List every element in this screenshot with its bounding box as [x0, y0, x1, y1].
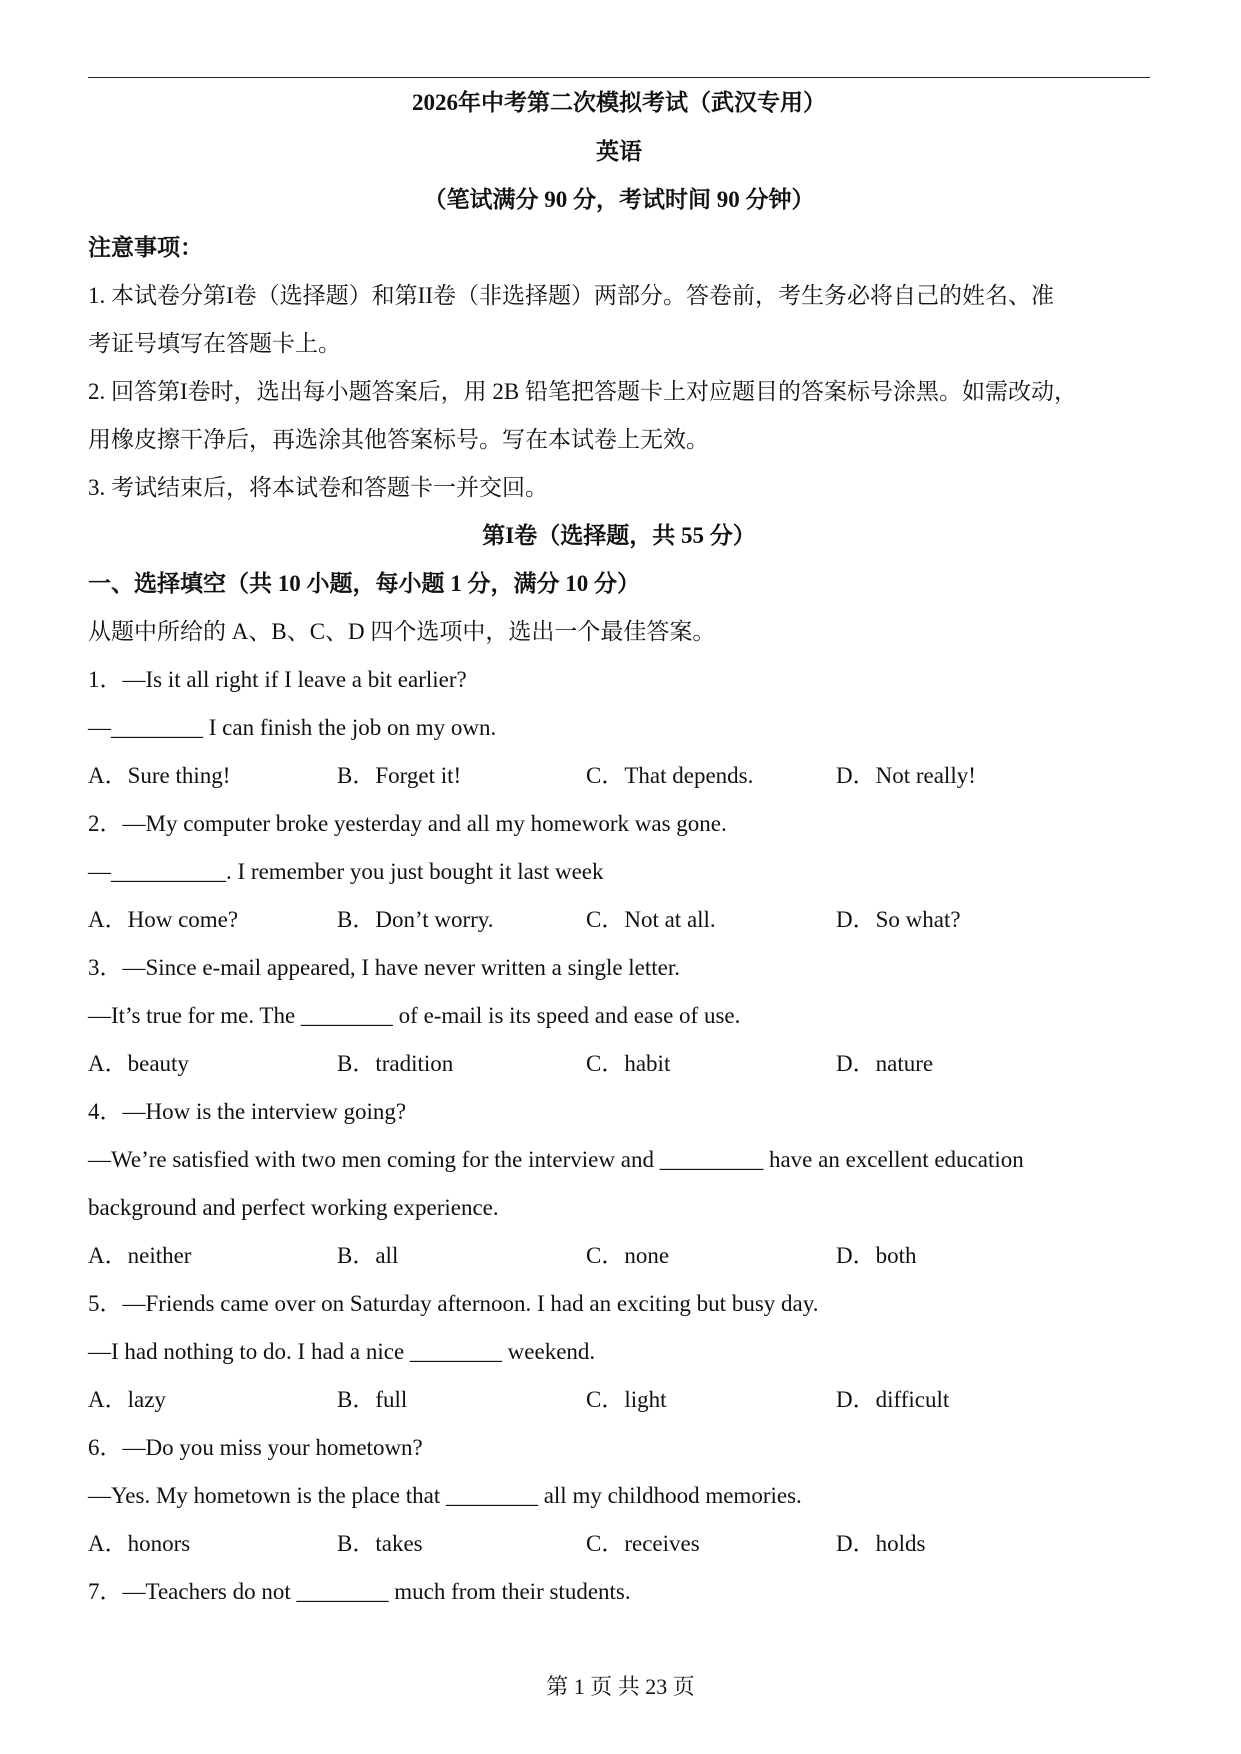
- question-stem: 1．—Is it all right if I leave a bit earlier?: [88, 667, 467, 692]
- option-d: D．nature: [836, 1051, 934, 1076]
- option-b: B．Don’t worry.: [337, 907, 494, 932]
- option-b: B．all: [337, 1243, 399, 1268]
- option-d: D．difficult: [836, 1387, 950, 1412]
- answer-options: [88, 1049, 1150, 1079]
- option-d: D．So what?: [836, 907, 961, 932]
- option-c: C．habit: [586, 1051, 671, 1076]
- scoring-info: （笔试满分 90 分，考试时间 90 分钟）: [423, 187, 815, 212]
- note-line: 2. 回答第I卷时，选出每小题答案后，用 2B 铅笔把答题卡上对应题目的答案标号涂黑。如需改动，: [88, 379, 1077, 404]
- option-d: D．Not really!: [836, 763, 976, 788]
- answer-options: [88, 1385, 1150, 1415]
- question-stem: —We’re satisfied with two men coming for the interview and _________ have an excellent education: [88, 1147, 1024, 1172]
- notes-heading: 注意事项：: [88, 235, 203, 260]
- option-c: C．light: [586, 1387, 667, 1412]
- question-stem: 2．—My computer broke yesterday and all my homework was gone.: [88, 811, 727, 836]
- answer-options: [88, 905, 1150, 935]
- question-stem: 6．—Do you miss your hometown?: [88, 1435, 423, 1460]
- top-rule: [88, 77, 1150, 78]
- option-b: B．Forget it!: [337, 763, 462, 788]
- option-a: A．How come?: [88, 907, 239, 932]
- option-a: A．lazy: [88, 1387, 166, 1412]
- part1-title: 第I卷（选择题，共 55 分）: [482, 523, 756, 548]
- option-b: B．full: [337, 1387, 408, 1412]
- note-line: 考证号填写在答题卡上。: [88, 331, 341, 356]
- option-c: C．That depends.: [586, 763, 754, 788]
- question-stem: background and perfect working experience.: [88, 1195, 499, 1220]
- option-b: B．tradition: [337, 1051, 454, 1076]
- option-a: A．honors: [88, 1531, 191, 1556]
- option-d: D．both: [836, 1243, 917, 1268]
- option-c: C．Not at all.: [586, 907, 716, 932]
- option-c: C．receives: [586, 1531, 700, 1556]
- question-stem: 5．—Friends came over on Saturday afternoon. I had an exciting but busy day.: [88, 1291, 819, 1316]
- section-instruction: 从题中所给的 A、B、C、D 四个选项中，选出一个最佳答案。: [88, 619, 716, 644]
- note-line: 1. 本试卷分第I卷（选择题）和第II卷（非选择题）两部分。答卷前，考生务必将自己的姓名、准: [88, 283, 1054, 308]
- question-stem: —________ I can finish the job on my own.: [88, 715, 497, 740]
- option-a: A．beauty: [88, 1051, 189, 1076]
- option-a: A．neither: [88, 1243, 192, 1268]
- page-number: 第 1 页 共 23 页: [546, 1674, 695, 1699]
- question-stem: —__________. I remember you just bought it last week: [88, 859, 604, 884]
- note-line: 用橡皮擦干净后，再选涂其他答案标号。写在本试卷上无效。: [88, 427, 709, 452]
- question-stem: —It’s true for me. The ________ of e-mail is its speed and ease of use.: [88, 1003, 741, 1028]
- option-a: A．Sure thing!: [88, 763, 231, 788]
- note-line: 3. 考试结束后，将本试卷和答题卡一并交回。: [88, 475, 548, 500]
- exam-title: 2026年中考第二次模拟考试（武汉专用）: [412, 90, 826, 115]
- subject-title: 英语: [596, 139, 642, 164]
- question-stem: 4．—How is the interview going?: [88, 1099, 407, 1124]
- question-stem: —Yes. My hometown is the place that ________ all my childhood memories.: [88, 1483, 802, 1508]
- answer-options: [88, 1241, 1150, 1271]
- section-title: 一、选择填空（共 10 小题，每小题 1 分，满分 10 分）: [88, 571, 640, 596]
- question-stem: 7．—Teachers do not ________ much from their students.: [88, 1579, 631, 1604]
- option-c: C．none: [586, 1243, 670, 1268]
- question-stem: 3．—Since e-mail appeared, I have never written a single letter.: [88, 955, 681, 980]
- option-d: D．holds: [836, 1531, 926, 1556]
- answer-options: [88, 761, 1150, 791]
- question-stem: —I had nothing to do. I had a nice ________ weekend.: [88, 1339, 596, 1364]
- option-b: B．takes: [337, 1531, 423, 1556]
- answer-options: [88, 1529, 1150, 1559]
